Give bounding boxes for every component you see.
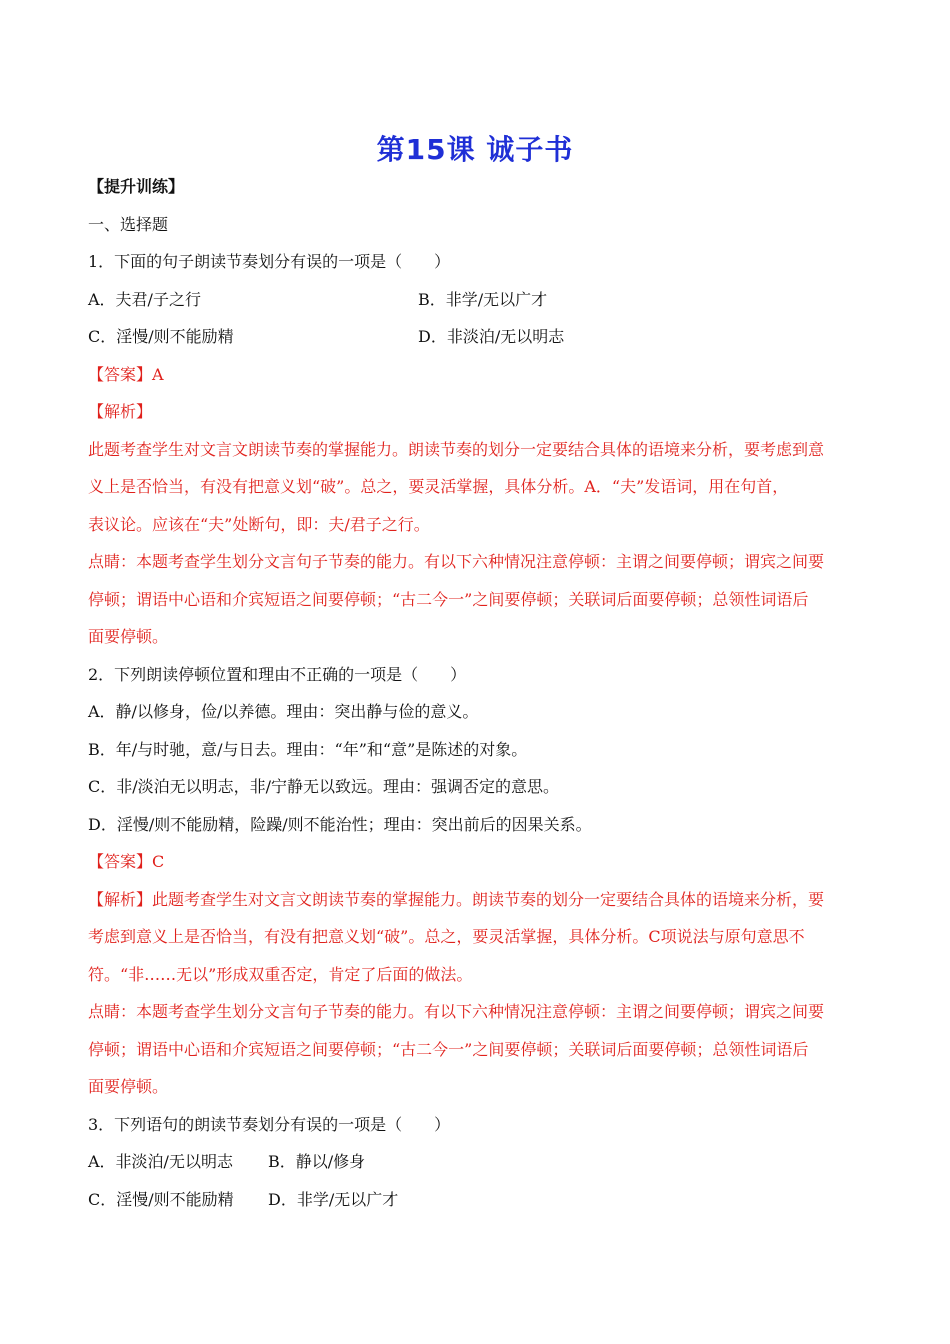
- answer-label: 【答案】: [88, 852, 153, 871]
- q2-analysis-line-3: 符。“非……无以”形成双重否定，肯定了后面的做法。: [88, 964, 473, 984]
- q2-tip-line-1: 点睛：本题考查学生划分文言句子节奏的能力。有以下六种情况注意停顿：主谓之间要停顿；谓宾之间要: [88, 1002, 825, 1021]
- q1-tip-line-2: 停顿；谓语中心语和介宾短语之间要停顿；“古二今一”之间要停顿；关联词后面要停顿；总领性词语后: [88, 589, 809, 609]
- q1-option-b: B．非学/无以广才: [418, 289, 548, 309]
- analysis-text: 此题考查学生对文言文朗读节奏的掌握能力。朗读节奏的划分一定要结合具体的语境来分析，要: [152, 889, 825, 909]
- q1-tip-line-3: 面要停顿。: [88, 627, 169, 646]
- q3-options-row-1: [88, 1143, 860, 1181]
- q1-tip-line-1: 点睛：本题考查学生划分文言句子节奏的能力。有以下六种情况注意停顿：主谓之间要停顿；谓宾之间要: [88, 552, 825, 571]
- q2-stem: 2．下列朗读停顿位置和理由不正确的一项是（ ）: [88, 664, 467, 684]
- section-label: 【提升训练】: [88, 177, 185, 196]
- q2-option-d: D．淫慢/则不能励精，险躁/则不能治性；理由：突出前后的因果关系。: [88, 814, 592, 834]
- q1-options-row-1: [88, 281, 860, 319]
- q1-answer: [88, 356, 860, 394]
- page-title: 第15课 诚子书: [376, 133, 574, 166]
- section-type: 一、选择题: [88, 214, 169, 234]
- q2-analysis-line-2: 考虑到意义上是否恰当，有没有把意义划“破”。总之，要灵活掌握，具体分析。C项说法与原句意思不: [88, 927, 805, 946]
- q3-stem: 3．下列语句的朗读节奏划分有误的一项是（ ）: [88, 1114, 451, 1134]
- q1-analysis-label: 【解析】: [88, 402, 153, 421]
- document-body: [88, 168, 860, 1218]
- answer-value: A: [152, 364, 164, 384]
- answer-label: 【答案】: [88, 364, 153, 384]
- q2-tip-line-2: 停顿；谓语中心语和介宾短语之间要停顿；“古二今一”之间要停顿；关联词后面要停顿；总领性词语后: [88, 1039, 809, 1059]
- q1-stem: 1．下面的句子朗读节奏划分有误的一项是（ ）: [88, 252, 451, 271]
- q3-option-d: D．非学/无以广才: [268, 1189, 399, 1209]
- q1-analysis-line-1: 此题考查学生对文言文朗读节奏的掌握能力。朗读节奏的划分一定要结合具体的语境来分析，要考虑到意: [88, 439, 825, 459]
- q2-option-a: A．静/以修身，俭/以养德。理由：突出静与俭的意义。: [88, 702, 479, 721]
- q3-option-a: A．非淡泊/无以明志: [88, 1152, 233, 1171]
- q1-option-c: C．淫慢/则不能励精: [88, 327, 234, 346]
- q3-option-c: C．淫慢/则不能励精: [88, 1189, 234, 1209]
- q1-analysis-line-3: 表议论。应该在“夫”处断句，即：夫/君子之行。: [88, 514, 430, 534]
- q1-option-a: A．夫君/子之行: [88, 289, 201, 309]
- q2-tip-line-3: 面要停顿。: [88, 1077, 169, 1096]
- q1-options-row-2: [88, 318, 860, 356]
- q2-option-b: B．年/与时驰，意/与日去。理由：“年”和“意”是陈述的对象。: [88, 739, 528, 759]
- q2-analysis-line-1: [88, 881, 860, 919]
- answer-value: C: [152, 852, 165, 871]
- q3-option-b: B．静以/修身: [268, 1152, 366, 1171]
- q1-option-d: D．非淡泊/无以明志: [418, 327, 565, 346]
- q2-answer: [88, 843, 860, 881]
- q2-option-c: C．非/淡泊无以明志，非/宁静无以致远。理由：强调否定的意思。: [88, 777, 560, 796]
- analysis-label: 【解析】: [88, 889, 153, 909]
- q3-options-row-2: [88, 1181, 860, 1219]
- q1-analysis-line-2: 义上是否恰当，有没有把意义划“破”。总之，要灵活掌握，具体分析。A．“夫”发语词，用在句首，: [88, 477, 789, 496]
